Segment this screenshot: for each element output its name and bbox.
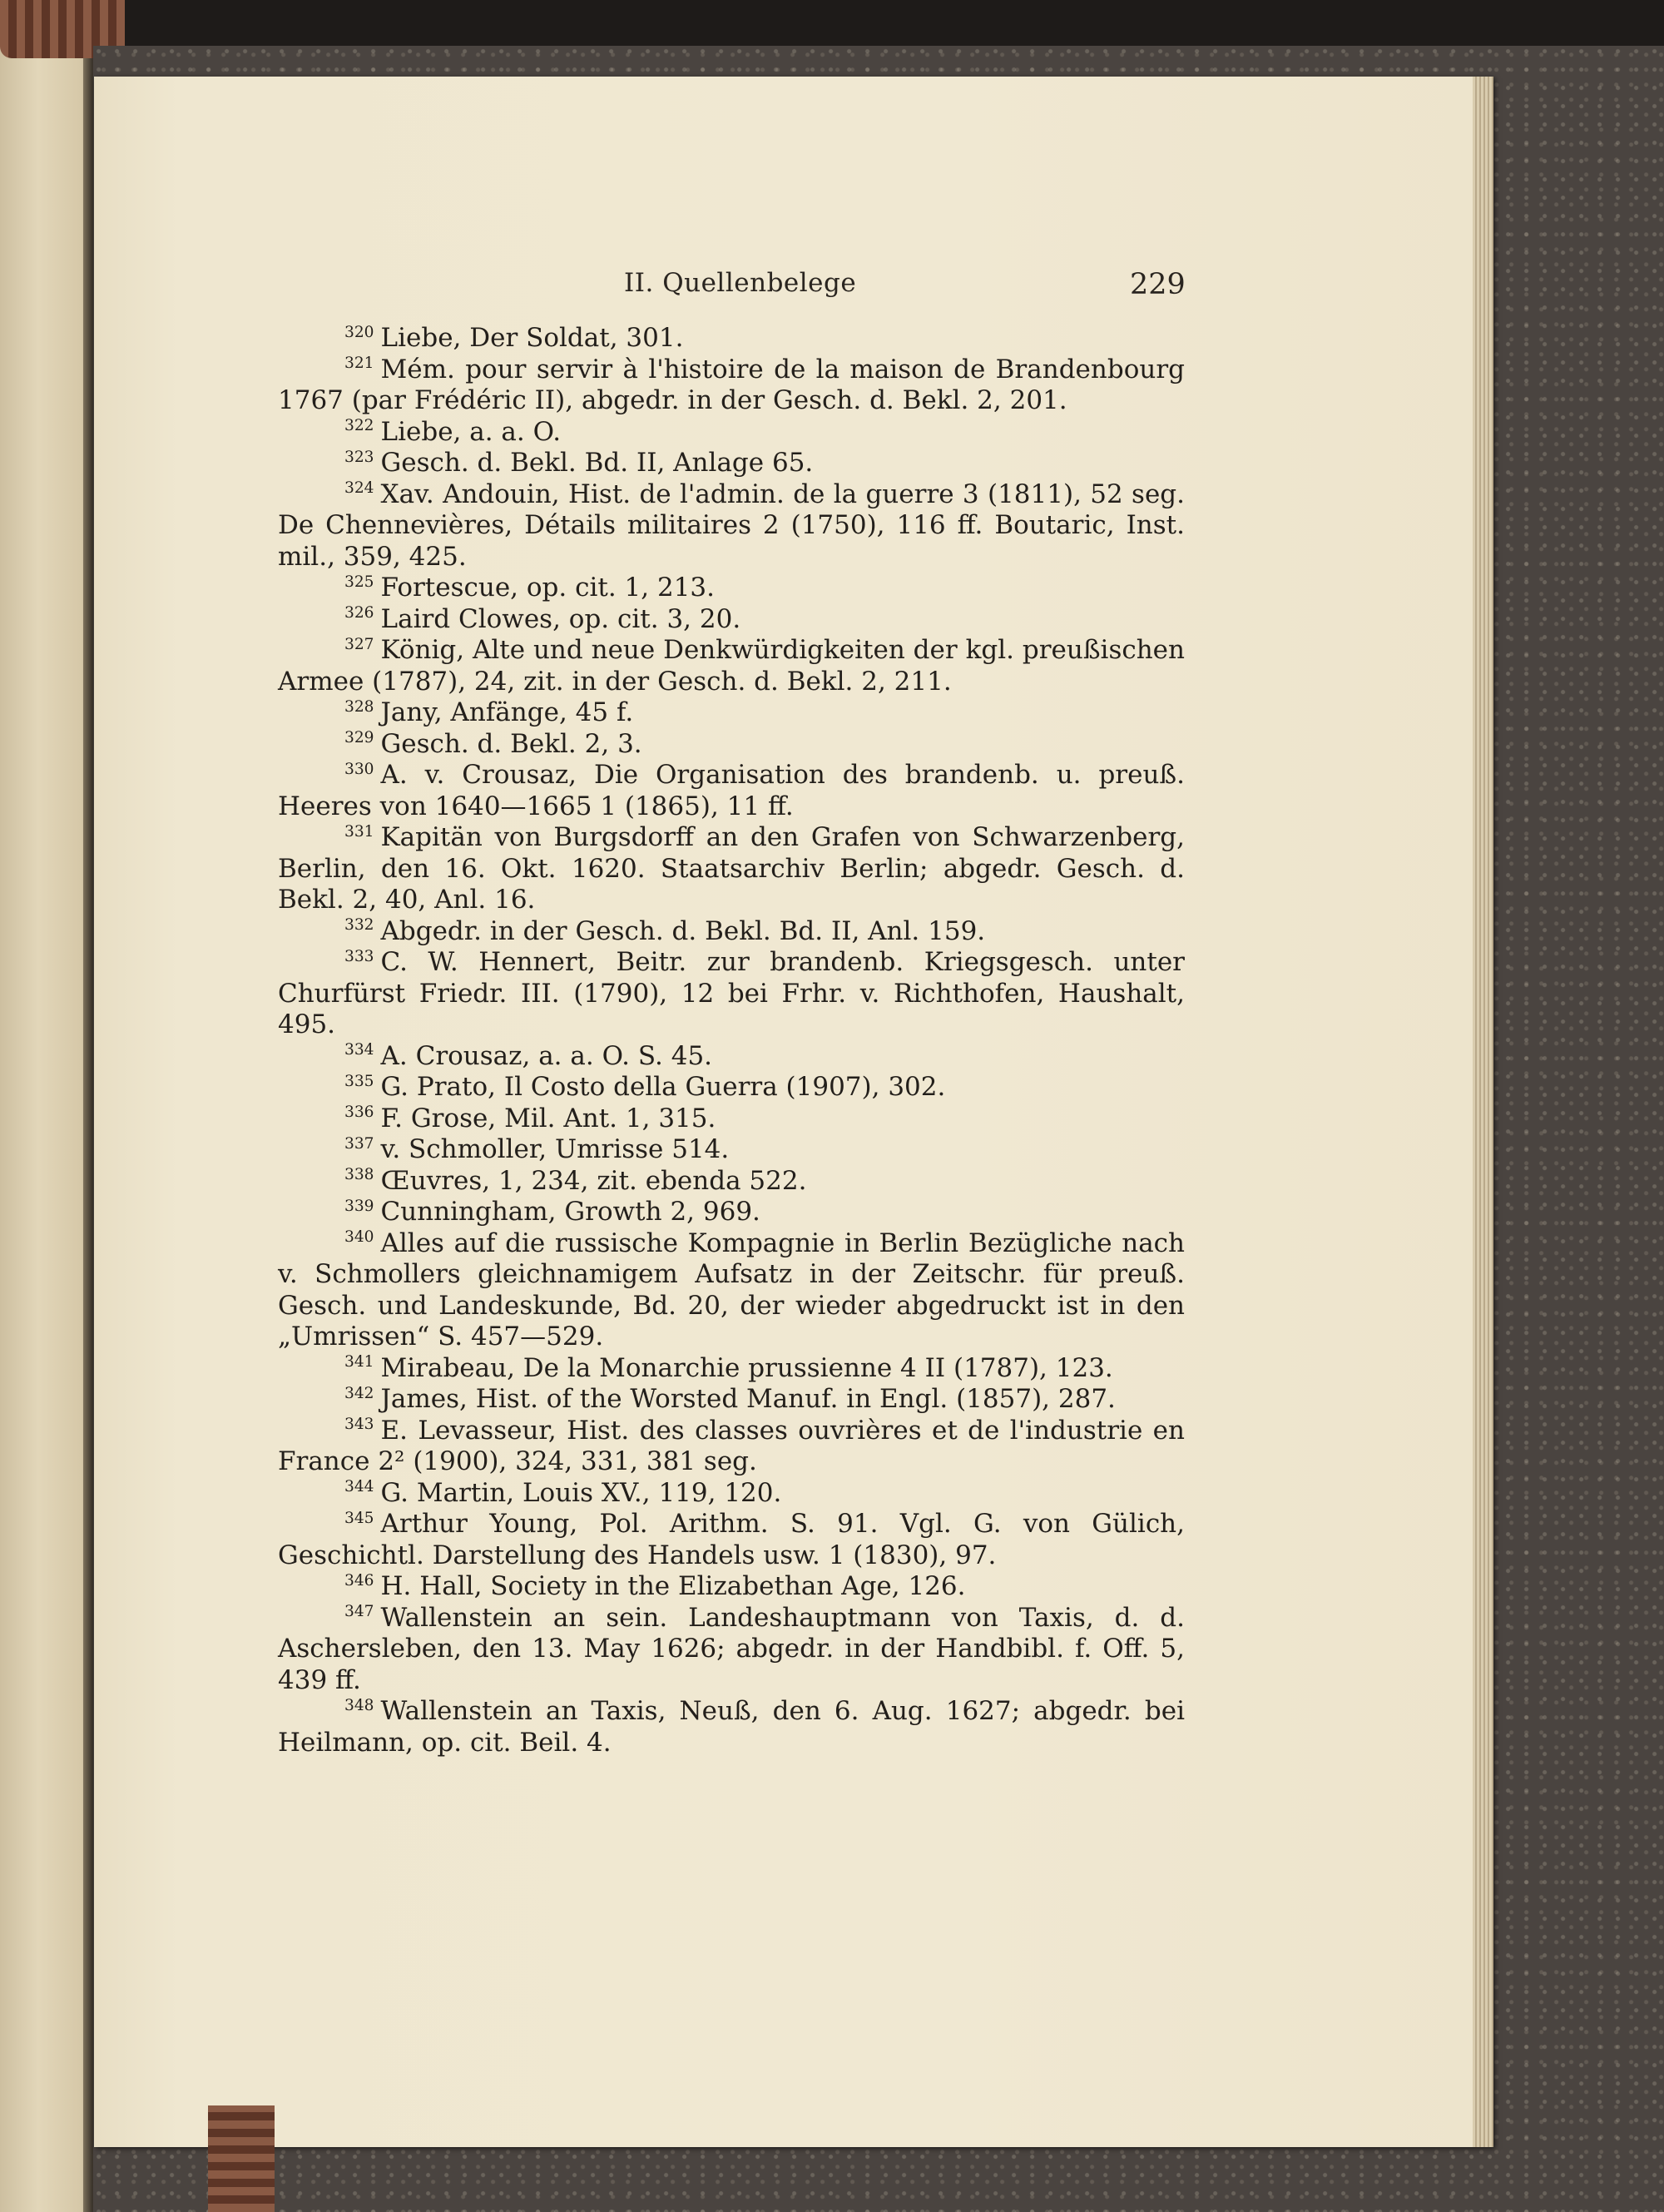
- footnote-text: A. v. Crousaz, Die Organisation des brandenb. u. preuß. Heeres von 1640—1665 1 (1865), 11 ff.: [278, 760, 1185, 821]
- footnote-text: v. Schmoller, Umrisse 514.: [380, 1134, 730, 1164]
- footnote-text: A. Crousaz, a. a. O. S. 45.: [380, 1040, 713, 1071]
- footnote-text: Mém. pour servir à l'histoire de la maison de Brandenbourg 1767 (par Frédéric II), abgedr. in der Gesch. d. Bekl. 2, 201.: [278, 354, 1185, 415]
- footnote-text: Jany, Anfänge, 45 f.: [380, 697, 634, 727]
- footnote-327: [278, 635, 1185, 697]
- footnote-text: H. Hall, Society in the Elizabethan Age, 126.: [380, 1571, 966, 1601]
- footnote-text: Cunningham, Growth 2, 969.: [380, 1197, 760, 1227]
- footnote-338: [278, 1166, 1185, 1198]
- page-header: [275, 268, 1190, 310]
- footnote-333: [278, 947, 1185, 1041]
- footnote-text: König, Alte und neue Denkwürdigkeiten der kgl. preußischen Armee (1787), 24, zit. in der Gesch. d. Bekl. 2, 211.: [278, 635, 1185, 697]
- footnote-text: Arthur Young, Pol. Arithm. S. 91. Vgl. G. von Gülich, Geschichtl. Darstellung des Handels usw. 1 (1830), 97.: [278, 1509, 1185, 1570]
- footnote-number: 328: [344, 697, 374, 716]
- footnote-number: 340: [344, 1228, 374, 1247]
- footnote-number: 335: [344, 1072, 374, 1090]
- footnote-text: C. W. Hennert, Beitr. zur brandenb. Kriegsgesch. unter Churfürst Friedr. III. (1790), 12 bei Frhr. v. Richthofen, Haushalt, 495.: [278, 947, 1185, 1039]
- footnote-text: Gesch. d. Bekl. 2, 3.: [380, 728, 642, 759]
- footnote-number: 325: [344, 573, 374, 591]
- footnote-322: [278, 417, 1185, 449]
- footnote-number: 327: [344, 635, 374, 653]
- footnote-348: [278, 1696, 1185, 1758]
- footnote-number: 333: [344, 947, 374, 965]
- footnote-number: 346: [344, 1571, 374, 1590]
- footnote-323: [278, 448, 1185, 479]
- footnote-number: 345: [344, 1509, 374, 1527]
- footnote-326: [278, 604, 1185, 636]
- footnote-text: James, Hist. of the Worsted Manuf. in Engl. (1857), 287.: [380, 1384, 1116, 1414]
- footnote-number: 326: [344, 604, 374, 622]
- footnote-340: [278, 1228, 1185, 1353]
- footnote-number: 341: [344, 1353, 374, 1371]
- footnote-337: [278, 1134, 1185, 1166]
- footnote-text: Laird Clowes, op. cit. 3, 20.: [380, 603, 741, 634]
- footnote-number: 337: [344, 1134, 374, 1153]
- footnote-328: [278, 697, 1185, 729]
- footnote-329: [278, 729, 1185, 761]
- footnote-number: 329: [344, 729, 374, 747]
- footnote-number: 322: [344, 417, 374, 435]
- footnote-330: [278, 760, 1185, 822]
- footnote-text: Xav. Andouin, Hist. de l'admin. de la guerre 3 (1811), 52 seg. De Chennevières, Détails militaires 2 (1750), 116 ff. Boutaric, Inst. mil., 359, 425.: [278, 479, 1185, 572]
- footnote-text: Mirabeau, De la Monarchie prussienne 4 II (1787), 123.: [380, 1352, 1113, 1383]
- footnote-text: Wallenstein an Taxis, Neuß, den 6. Aug. 1627; abgedr. bei Heilmann, op. cit. Beil. 4.: [278, 1696, 1185, 1758]
- running-head: II. Quellenbelege: [624, 268, 857, 298]
- footnote-347: [278, 1603, 1185, 1697]
- footnote-321: [278, 355, 1185, 417]
- footnote-332: [278, 916, 1185, 948]
- footnote-334: [278, 1041, 1185, 1073]
- bookmark-ribbon-bottom: [208, 2105, 275, 2212]
- footnote-number: 336: [344, 1104, 374, 1122]
- footnote-324: [278, 479, 1185, 573]
- footnote-341: [278, 1353, 1185, 1385]
- footnote-number: 348: [344, 1696, 374, 1714]
- footnote-number: 330: [344, 760, 374, 778]
- footnote-text: Liebe, Der Soldat, 301.: [380, 323, 684, 353]
- footnote-344: [278, 1478, 1185, 1510]
- footnote-number: 344: [344, 1478, 374, 1496]
- footnote-339: [278, 1197, 1185, 1228]
- footnote-list: [278, 323, 1185, 1758]
- footnote-346: [278, 1571, 1185, 1603]
- footnote-text: Kapitän von Burgsdorff an den Grafen von Schwarzenberg, Berlin, den 16. Okt. 1620. Staatsarchiv Berlin; abgedr. Gesch. d. Bekl. 2, 40, Anl. 16.: [278, 822, 1185, 915]
- footnote-number: 343: [344, 1416, 374, 1434]
- footnote-331: [278, 822, 1185, 916]
- footnote-number: 323: [344, 448, 374, 466]
- footnote-text: Alles auf die russische Kompagnie in Berlin Bezügliche nach v. Schmollers gleichnamigem Aufsatz in der Zeitschr. für preuß. Gesch. und Landeskunde, Bd. 20, der wieder abgedruckt ist in den „Umrissen“ S. 457—529.: [278, 1228, 1185, 1352]
- footnote-text: F. Grose, Mil. Ant. 1, 315.: [380, 1103, 716, 1133]
- footnote-number: 320: [344, 323, 374, 341]
- footnote-text: Gesch. d. Bekl. Bd. II, Anlage 65.: [380, 448, 814, 478]
- footnote-number: 338: [344, 1166, 374, 1184]
- footnote-number: 334: [344, 1041, 374, 1059]
- footnote-number: 331: [344, 822, 374, 841]
- footnote-number: 342: [344, 1384, 374, 1402]
- page-block-edge: [1473, 77, 1493, 2147]
- footnote-text: Abgedr. in der Gesch. d. Bekl. Bd. II, Anl. 159.: [380, 915, 986, 946]
- footnote-345: [278, 1509, 1185, 1571]
- footnote-number: 332: [344, 916, 374, 935]
- footnote-text: Wallenstein an sein. Landeshauptmann von Taxis, d. d. Aschersleben, den 13. May 1626; abgedr. in der Handbibl. f. Off. 5, 439 ff.: [278, 1602, 1185, 1695]
- footnote-text: Œuvres, 1, 234, zit. ebenda 522.: [380, 1165, 807, 1196]
- footnote-text: E. Levasseur, Hist. des classes ouvrières et de l'industrie en France 2² (1900), 324, 331, 381 seg.: [278, 1415, 1185, 1476]
- footnote-number: 324: [344, 479, 374, 498]
- footnote-336: [278, 1104, 1185, 1135]
- footnote-320: [278, 323, 1185, 355]
- footnote-number: 339: [344, 1197, 374, 1215]
- footnote-text: G. Martin, Louis XV., 119, 120.: [380, 1477, 782, 1508]
- footnote-text: Fortescue, op. cit. 1, 213.: [380, 573, 716, 603]
- footnote-text: Liebe, a. a. O.: [380, 416, 562, 447]
- footnote-335: [278, 1072, 1185, 1104]
- footnote-text: G. Prato, Il Costo della Guerra (1907), 302.: [380, 1072, 946, 1102]
- left-page-edge: [0, 46, 96, 2212]
- footnote-number: 347: [344, 1603, 374, 1621]
- footnote-343: [278, 1416, 1185, 1478]
- footnote-325: [278, 573, 1185, 604]
- footnote-number: 321: [344, 355, 374, 373]
- footnote-342: [278, 1384, 1185, 1416]
- page-number: 229: [1130, 268, 1186, 301]
